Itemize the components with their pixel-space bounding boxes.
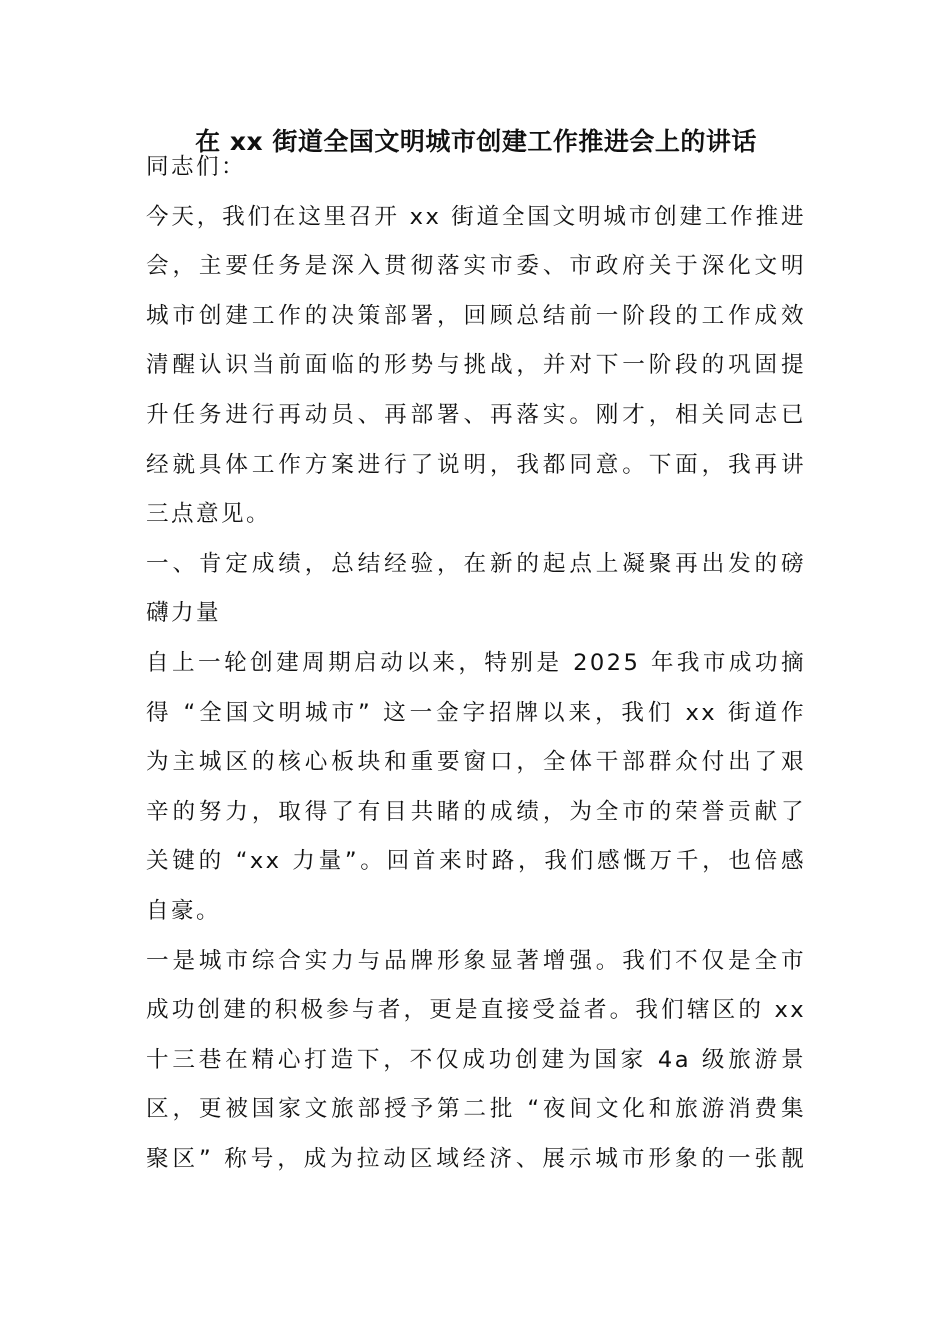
section-heading-line: 礴力量 (146, 600, 221, 627)
speech-body (146, 143, 806, 1184)
salutation-line: 同志们： (146, 154, 246, 180)
body-line: 辛的努力，取得了有目共睹的成绩，为全市的荣誉贡献了 (146, 798, 806, 825)
body-line: 关键的 “xx 力量”。回首来时路，我们感慨万千，也倍感 (146, 848, 806, 875)
body-line: 城市创建工作的决策部署，回顾总结前一阶段的工作成效 (146, 302, 806, 329)
body-line: 一是城市综合实力与品牌形象显著增强。我们不仅是全市 (146, 947, 806, 974)
body-line: 升任务进行再动员、再部署、再落实。刚才，相关同志已 (146, 401, 806, 428)
section-heading-line: 一、肯定成绩，总结经验，在新的起点上凝聚再出发的磅 (146, 550, 806, 577)
body-line: 经就具体工作方案进行了说明，我都同意。下面，我再讲 (146, 451, 806, 478)
body-line: 得 “全国文明城市” 这一金字招牌以来，我们 xx 街道作 (146, 699, 806, 726)
body-line: 自豪。 (146, 897, 221, 924)
body-line: 今天，我们在这里召开 xx 街道全国文明城市创建工作推进 (146, 203, 806, 230)
body-line: 三点意见。 (146, 501, 271, 528)
body-line: 清醒认识当前面临的形势与挑战，并对下一阶段的巩固提 (146, 352, 806, 379)
body-line: 聚区” 称号，成为拉动区域经济、展示城市形象的一张靓 (146, 1145, 806, 1172)
body-line: 成功创建的积极参与者，更是直接受益者。我们辖区的 xx (146, 997, 806, 1024)
body-line: 十三巷在精心打造下，不仅成功创建为国家 4a 级旅游景 (146, 1046, 806, 1073)
body-line: 区，更被国家文旅部授予第二批 “夜间文化和旅游消费集 (146, 1096, 806, 1123)
body-line: 自上一轮创建周期启动以来，特别是 2025 年我市成功摘 (146, 649, 806, 676)
page-title: 在 xx 街道全国文明城市创建工作推进会上的讲话 (195, 127, 757, 156)
body-line: 为主城区的核心板块和重要窗口，全体干部群众付出了艰 (146, 749, 806, 776)
body-line: 会，主要任务是深入贯彻落实市委、市政府关于深化文明 (146, 253, 806, 280)
